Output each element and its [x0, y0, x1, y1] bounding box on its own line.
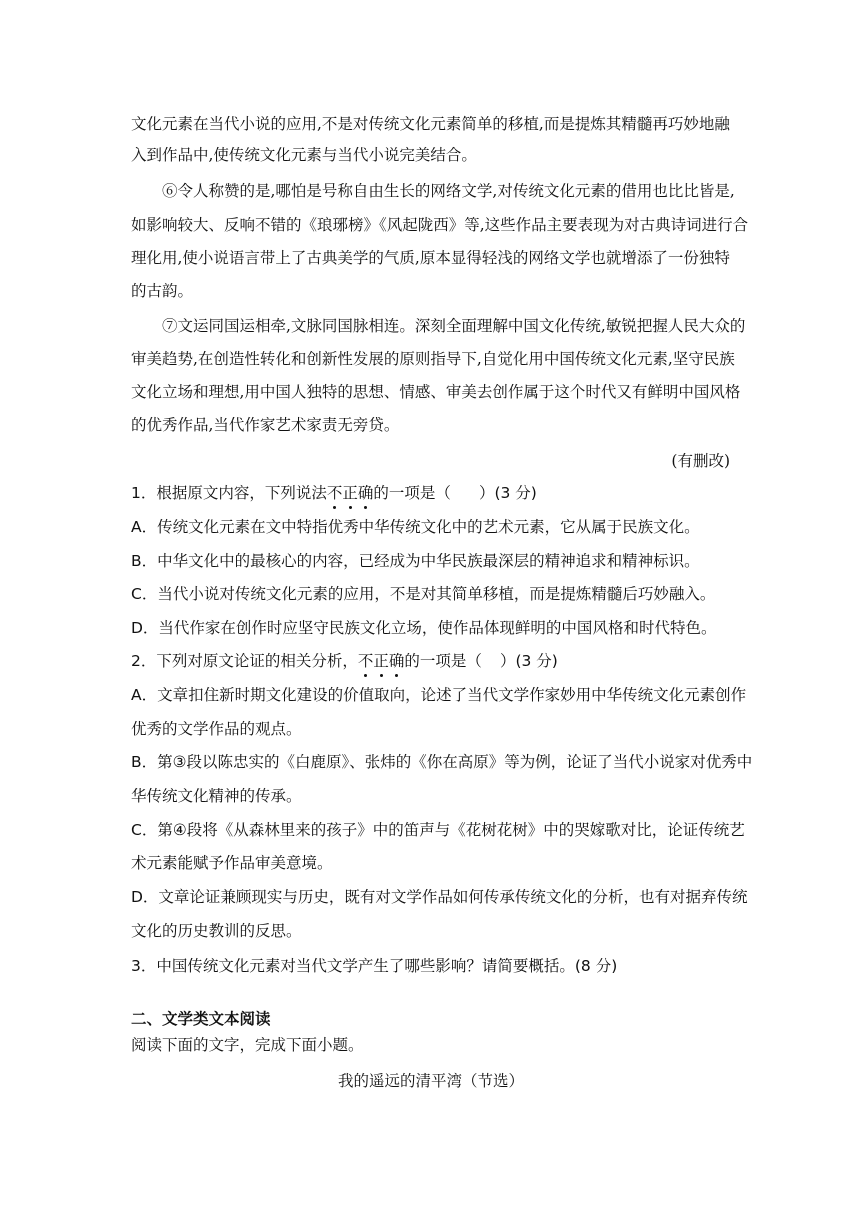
- paragraph-6-line: 理化用,使小说语言带上了古典美学的气质,原本显得轻浅的网络文学也就增添了一份独特: [131, 249, 730, 267]
- source-note: (有删改): [671, 452, 730, 470]
- emphasis-char: 不: [357, 652, 374, 670]
- question-2-points: ）(3 分): [499, 652, 558, 670]
- emphasis-char: 确: [388, 652, 405, 670]
- option-d: D．文章论证兼顾现实与历史，既有对文学作品如何传承传统文化的分析，也有对据弃传统: [131, 888, 748, 906]
- paragraph-7-line: 的优秀作品,当代作家艺术家责无旁贷。: [131, 416, 400, 434]
- question-3: 3．中国传统文化元素对当代文学产生了哪些影响？请简要概括。(8 分): [131, 957, 618, 975]
- paragraph-7-line: 审美趋势,在创造性转化和创新性发展的原则指导下,自觉化用中国传统文化元素,坚守民族: [131, 350, 735, 368]
- option-d: D．当代作家在创作时应坚守民族文化立场，使作品体现鲜明的中国风格和时代特色。: [131, 619, 717, 637]
- paragraph-line: 文化元素在当代小说的应用,不是对传统文化元素简单的移植,而是提炼其精髓再巧妙地融: [131, 115, 730, 133]
- section-heading: 二、文学类文本阅读: [131, 1010, 271, 1028]
- emphasis-char: 不: [326, 484, 343, 502]
- emphasis-char: 正: [342, 484, 358, 502]
- option-a: A．传统文化元素在文中特指优秀中华传统文化中的艺术元素，它从属于民族文化。: [131, 518, 700, 536]
- paragraph-7-line: 文化立场和理想,用中国人独特的思想、情感、审美去创作属于这个时代又有鲜明中国风格: [131, 383, 741, 401]
- question-1-suffix: 的一项是（: [373, 484, 451, 502]
- option-b: B．第③段以陈忠实的《白鹿原》、张炜的《你在高原》等为例，论证了当代小说家对优秀中: [131, 753, 753, 771]
- question-2-prefix: 2．下列对原文论证的相关分析，: [131, 652, 358, 670]
- paragraph-6-line: 的古韵。: [131, 282, 194, 300]
- option-a: A．文章扣住新时期文化建设的价值取向，论述了当代文学作家妙用中华传统文化元素创作: [131, 686, 747, 704]
- option-b: B．中华文化中的最核心的内容，已经成为中华民族最深层的精神追求和精神标识。: [131, 552, 700, 570]
- question-2: [131, 650, 731, 672]
- question-1-points: ）(3 分): [478, 484, 537, 502]
- emphasis-char: 正: [373, 652, 389, 670]
- paragraph-7-line: ⑦文运同国运相牵,文脉同国脉相连。深刻全面理解中国文化传统,敏锐把握人民大众的: [162, 317, 746, 335]
- section-instruction: 阅读下面的文字，完成下面小题。: [131, 1036, 364, 1054]
- question-1-prefix: 1．根据原文内容，下列说法: [131, 484, 327, 502]
- question-2-suffix: 的一项是（: [404, 652, 482, 670]
- option-c: C．第④段将《从森林里来的孩子》中的笛声与《花树花树》中的哭嫁歌对比，论证传统艺: [131, 821, 745, 839]
- option-b-cont: 华传统文化精神的传承。: [131, 787, 302, 805]
- paragraph-6-line: 如影响较大、反响不错的《琅琊榜》《风起陇西》等,这些作品主要表现为对古典诗词进行合: [131, 216, 749, 234]
- option-c-cont: 术元素能赋予作品审美意境。: [131, 854, 333, 872]
- option-a-cont: 优秀的文学作品的观点。: [131, 720, 302, 738]
- option-c: C．当代小说对传统文化元素的应用，不是对其简单移植，而是提炼精髓后巧妙融入。: [131, 585, 716, 603]
- paragraph-line: 入到作品中,使传统文化元素与当代小说完美结合。: [131, 146, 477, 164]
- question-1: [131, 482, 731, 504]
- option-d-cont: 文化的历史教训的反思。: [131, 922, 302, 940]
- emphasis-char: 确: [357, 484, 374, 502]
- passage-title: 我的遥远的清平湾（节选）: [337, 1072, 524, 1090]
- paragraph-6-line: ⑥令人称赞的是,哪怕是号称自由生长的网络文学,对传统文化元素的借用也比比皆是,: [162, 182, 735, 200]
